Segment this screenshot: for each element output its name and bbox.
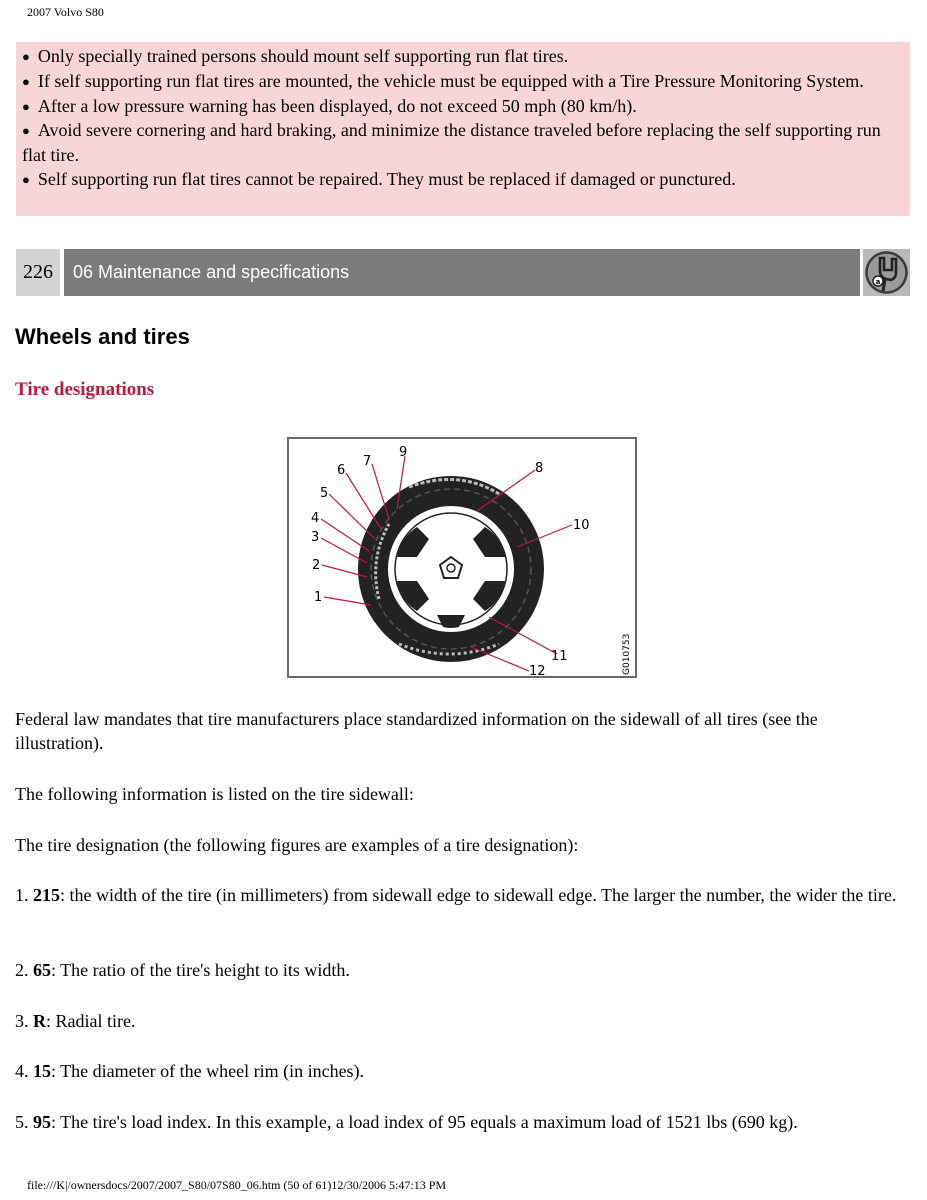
callout-label: 12 [529,664,546,676]
paragraph: Federal law mandates that tire manufacturers place standardized information on the sidewall of all tires (see the illustration). [15,709,818,753]
warning-item: ● After a low pressure warning has been displayed, do not exceed 50 mph (80 km/h). [22,95,637,116]
paragraph: The tire designation (the following figures are examples of a tire designation): [15,835,579,855]
warning-item: ● Self supporting run flat tires cannot be repaired. They must be replaced if damaged or punctured. [22,168,736,189]
callout-label: 11 [551,649,568,664]
bullet-icon: ● [22,98,30,114]
document-title: 2007 Volvo S80 [27,5,104,19]
section-subtitle: Tire designations [15,379,155,400]
callout-label: 3 [311,530,320,545]
svg-text:a: a [875,278,881,286]
bullet-icon: ● [22,123,30,139]
list-item: 3. R: Radial tire. [15,1011,136,1031]
callout-label: 1 [314,590,323,605]
tire-designation-illustration [287,437,637,678]
warning-item: ● Avoid severe cornering and hard braking, and minimize the distance traveled before replacing the self supporting run flat tire. [22,120,881,166]
callout-label: 6 [337,463,346,478]
paragraph: The following information is listed on the tire sidewall: [15,784,414,804]
callout-label: 10 [573,518,590,533]
callout-label: 8 [535,461,544,476]
warning-item: ● If self supporting run flat tires are mounted, the vehicle must be equipped with a Tire Pressure Monitoring System. [22,70,864,91]
list-item: 1. 215: the width of the tire (in millimeters) from sidewall edge to sidewall edge. The larger the number, the wider the tire. [15,885,897,905]
callout-label: 7 [363,454,372,469]
page-number: 226 [16,249,60,296]
warning-item: ● Only specially trained persons should mount self supporting run flat tires. [22,46,569,66]
chapter-title: 06 Maintenance and specifications [64,249,860,296]
bullet-icon: ● [22,73,30,89]
figure-code: G010753 [622,633,632,675]
wrench-tool-icon [863,249,910,296]
list-item: 4. 15: The diameter of the wheel rim (in inches). [15,1061,365,1081]
section-bar [16,249,910,296]
bullet-icon: ● [22,48,30,64]
callout-label: 2 [312,558,321,573]
bullet-icon: ● [22,171,30,187]
callout-label: 9 [399,445,408,460]
list-item: 2. 65: The ratio of the tire's height to its width. [15,960,350,980]
list-item: 5. 95: The tire's load index. In this example, a load index of 95 equals a maximum load of 1521 lbs (690 kg). [15,1112,798,1132]
file-path-footer: file:///K|/ownersdocs/2007/2007_S80/07S80_06.htm (50 of 61)12/30/2006 5:47:13 PM [27,1178,447,1192]
callout-label: 4 [311,511,320,526]
warning-box [16,42,910,216]
callout-label: 5 [320,486,329,501]
page-title: Wheels and tires [15,324,190,349]
